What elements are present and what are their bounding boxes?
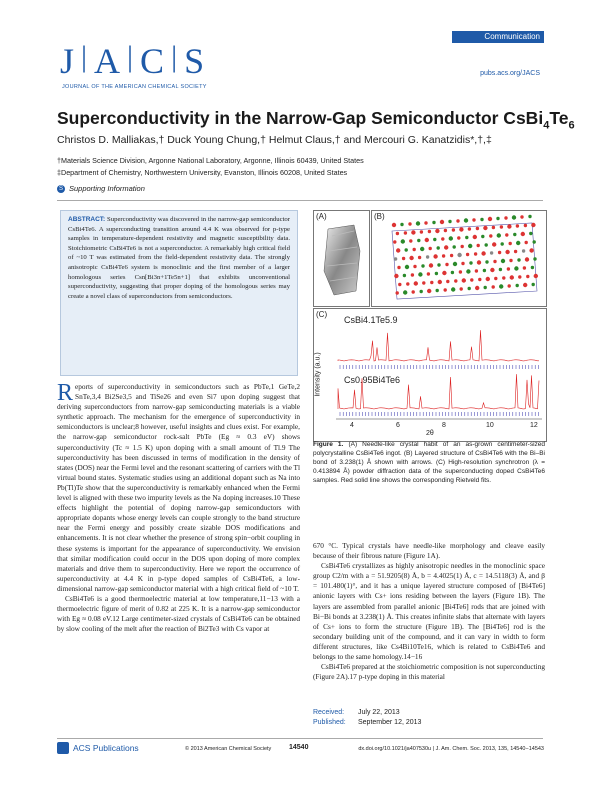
crystal-structure-diagram xyxy=(372,211,546,306)
published-date: September 12, 2013 xyxy=(358,719,422,726)
x-tick: 6 xyxy=(396,422,400,429)
abstract-box xyxy=(60,210,298,376)
supporting-info-label: Supporting Information xyxy=(69,184,145,193)
x-tick: 8 xyxy=(442,422,446,429)
page-number: 14540 xyxy=(289,744,309,751)
footer-divider xyxy=(57,738,543,739)
body-column-left xyxy=(57,382,300,634)
received-date: July 22, 2013 xyxy=(358,709,400,716)
x-axis-label: 2θ xyxy=(426,430,434,437)
published-label: Published: xyxy=(313,719,346,726)
y-axis-label: Intensity (a.u.) xyxy=(314,352,322,397)
x-tick: 4 xyxy=(350,422,354,429)
logo-letter: S xyxy=(184,41,206,81)
drop-cap: R xyxy=(57,380,74,406)
diffraction-plot xyxy=(314,309,546,441)
figure-caption xyxy=(313,440,545,485)
publisher-logo[interactable] xyxy=(57,742,139,754)
divider xyxy=(57,200,543,201)
journal-name: JOURNAL OF THE AMERICAN CHEMICAL SOCIETY xyxy=(62,84,207,90)
figure-panel-c: (C) CsBi4.1Te5.9 Cs0.95Bi4Te6 Intensity (a.u.) 4 6 8 10 12 2θ xyxy=(313,308,547,442)
section-tab: Communication xyxy=(452,31,544,43)
x-tick: 10 xyxy=(486,422,494,429)
doi-citation[interactable]: dx.doi.org/10.1021/ja407530u | J. Am. Chem. Soc. 2013, 135, 14540−14543 xyxy=(358,746,544,752)
sample-label-bottom: Cs0.95Bi4Te6 xyxy=(344,375,401,385)
journal-logo: J | A | C | S xyxy=(60,40,206,81)
crystal-photo xyxy=(314,211,369,306)
figure-panel-a: (A) xyxy=(313,210,370,307)
supporting-info-link[interactable] xyxy=(57,184,145,193)
paragraph: eports of superconductivity in semiconductors such as PbTe,1 GeTe,2 SnTe,3,4 Bi2Se3,5 and TiSe26 and even Si7 upon doping suggest that deriving superconductors from narrow-gap semiconducting materials is a viable synthetic approach. The mechanism for the emergence of superconductivity in semiconductors is unclear;8 however, useful insights and clues exist. For example, the narrow-gap semiconductor rock-salt PbTe (Eg ≈ 0.3 eV) shows superconductivity (Tc ≈ 1.5 K) upon doping with a small amount of Tl.9 The superconductivity has been discussed in terms of modification in the density of states (DOS) near the Fermi level and the resonant scattering of carriers with the Tl virtual bound states. Systematic studies using an additional dopant such as Na into Pb(Tl)Te show that the superconductivity is remarkably enhanced when the Fermi level is aligned with these two impurity levels as the Na doping increases.10 These effects highlight the potential of doping narrow-gap semiconductors with appropriate dopants whose energy levels can couple strongly to the band structure near the Fermi energy and possibly create sizable DOS modifications and enhancements. It is not clear whether the presence of strong spin−orbit coupling in these systems is important for the appearance of superconductivity. We envision that similar modification could occur in the DOS upon doping of more complex materials and drive them to superconductivity. Here we report the occurrence of superconductivity at 4.4 K in p-type doped samples of CsBi4Te6, a low-dimensional narrow-gap semiconductor material with a high critical field of ~10 T. xyxy=(57,382,301,593)
acs-icon xyxy=(57,742,69,754)
figure-panel-b: (B) xyxy=(371,210,547,307)
author-list: Christos D. Malliakas,† Duck Young Chung,† Helmut Claus,† and Mercouri G. Kanatzidis*,†,‡ xyxy=(57,134,492,146)
paragraph: CsBi4Te6 crystallizes as highly anisotropic needles in the monoclinic space group C2/m with a = 51.9205(8) Å, b = 4.4025(1) Å, c = 14.5118(3) Å, and β = 101.480(1)°, and it has a unique layered structure composed of [Bi4Te6] anionic layers with Cs+ ions residing between the layers (Figure 1B). The layers are assembled from parallel anionic [Bi4Te6] rods that are joined with Bi−Bi bonds at 3.238(1) Å. This creates infinite slabs that alternate with layers of Cs+ ions to form the structure (Figure 1B). The [Bi4Te6] rod is the secondary building unit of the compound, and it can vary in width to form different structures, like Cs4Bi10Te16, which is related to CsBi4Te6 and belongs to the same homology.14−16 xyxy=(313,561,545,662)
caption-text: (A) Needle-like crystal habit of an as-grown centimeter-sized polycrystalline CsBi4Te6 ingot. (B) Layered structure of CsBi4Te6 with the Bi–Bi bond of 3.238(1) Å shown with arrows. (C) High-resolution synchrotron (λ = 0.413894 Å) powder diffraction data of the superconducting doped CsBi4Te6 samples. Red solid line shows the corresponding Rietveld fits. xyxy=(313,441,546,484)
affiliation: ‡Department of Chemistry, Northwestern University, Evanston, Illinois 60208, United States xyxy=(57,168,348,177)
journal-url[interactable]: pubs.acs.org/JACS xyxy=(480,70,540,77)
paragraph: CsBi4Te6 prepared at the stoichiometric composition is not superconducting (Figure 2A).17 p-type doping in this material xyxy=(313,662,545,682)
publication-dates xyxy=(313,708,421,728)
article-title: Superconductivity in the Narrow-Gap Semiconductor $CsBi_4Te_6$ xyxy=(57,108,575,132)
logo-letter: A xyxy=(94,41,122,81)
publisher-name: ACS Publications xyxy=(73,743,139,753)
figure-1 xyxy=(313,210,545,440)
caption-label: Figure 1. xyxy=(313,441,344,448)
abstract-text: Superconductivity was discovered in the narrow-gap semiconductor CsBi4Te6. A superconducting transition around 4.4 K was observed for p-type samples in temperature-dependent resistivity and magnetic susceptibility data. Stoichiometric CsBi4Te6 is not a superconductor. A remarkably high critical field of ~10 T was estimated from the field-dependent resistivity data. The strongly anisotropic CsBi4Te6 system is monoclinic and the first member of a larger homologous series Csn[Bi3n+1Te5n+1] that exhibits unconventional superconductivity, suggesting that proper doping of the homologous series may create a novel class of superconductors from semiconductors. xyxy=(68,216,291,300)
logo-letter: J xyxy=(60,41,76,81)
supporting-info-icon: S xyxy=(58,185,63,192)
affiliation: †Materials Science Division, Argonne National Laboratory, Argonne, Illinois 60439, United States xyxy=(57,156,364,165)
body-column-right xyxy=(313,541,545,682)
sample-label-top: CsBi4.1Te5.9 xyxy=(344,315,398,325)
abstract-label: ABSTRACT: xyxy=(68,216,106,223)
paragraph: 670 °C. Typical crystals have needle-like morphology and cleave easily because of their fibrous nature (Figure 1A). xyxy=(313,541,545,561)
received-label: Received: xyxy=(313,709,345,716)
copyright: © 2013 American Chemical Society xyxy=(185,746,272,752)
logo-letter: C xyxy=(140,41,166,81)
paragraph: CsBi4Te6 is a good thermoelectric material at low temperature,11−13 with a thermoelectric figure of merit of 0.82 at 225 K. It is a narrow-gap semiconductor with Eg ≈ 0.08 eV.12 Large centimeter-sized crystals of CsBi4Te6 can be obtained by slow cooling of the melt after the reaction of Bi2Te3 with Cs vapor at xyxy=(57,593,300,634)
x-tick: 12 xyxy=(530,422,538,429)
